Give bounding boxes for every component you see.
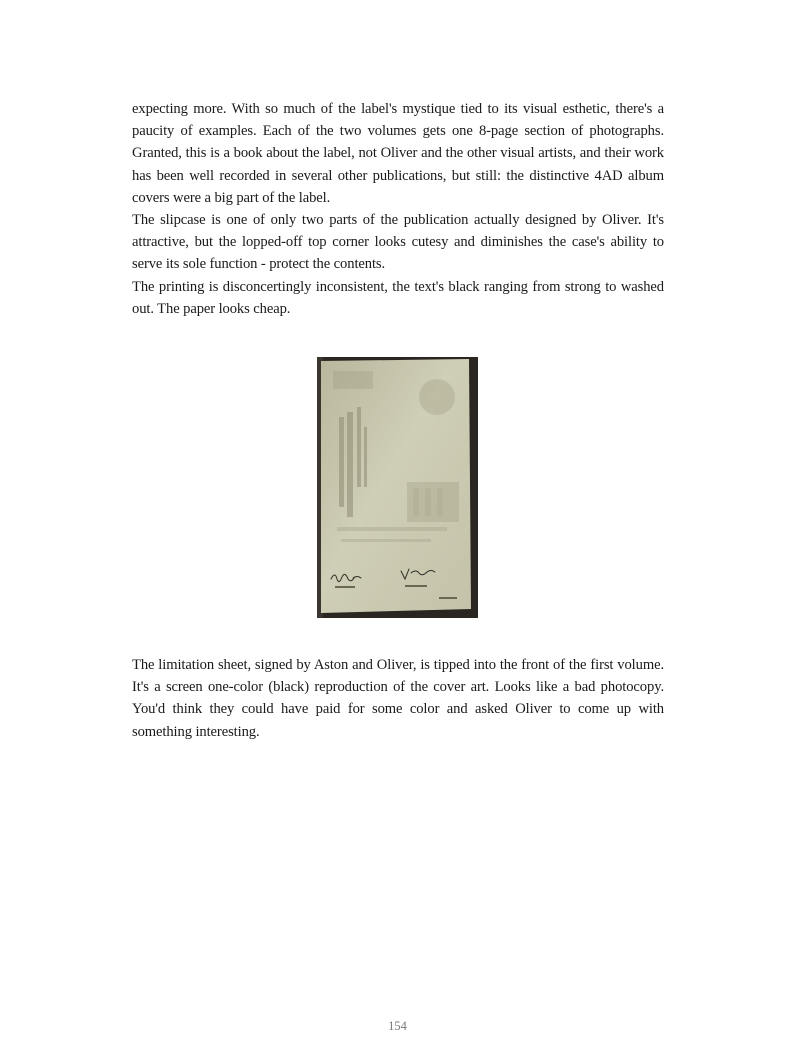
paragraph: The slipcase is one of only two parts of the publication actually designed by Oliver. It's attractive, but the lopped-off top corner looks cutesy and diminishes the case's ability to serve its sole function - protect the contents. bbox=[132, 212, 664, 273]
page-number: 154 bbox=[388, 1019, 407, 1033]
body-text-bottom bbox=[132, 654, 664, 743]
body-text-top bbox=[132, 98, 664, 320]
paragraph: The printing is disconcertingly inconsistent, the text's black ranging from strong to washed out. The paper looks cheap. bbox=[132, 278, 664, 317]
paragraph: The limitation sheet, signed by Aston and Oliver, is tipped into the front of the first volume. It's a screen one-color (black) reproduction of the cover art. Looks like a bad photocopy. You'd think they could have paid for some color and asked Oliver to come up with something interesting. bbox=[132, 657, 664, 740]
limitation-sheet-photo bbox=[317, 357, 478, 618]
paragraph: expecting more. With so much of the label's mystique tied to its visual esthetic, there's a paucity of examples. Each of the two volumes gets one 8-page section of photographs. Granted, this is a book about the label, not Oliver and the other visual artists, and their work has been well recorded in several other publications, but still: the distinctive 4AD album covers were a big part of the label. bbox=[132, 101, 664, 206]
